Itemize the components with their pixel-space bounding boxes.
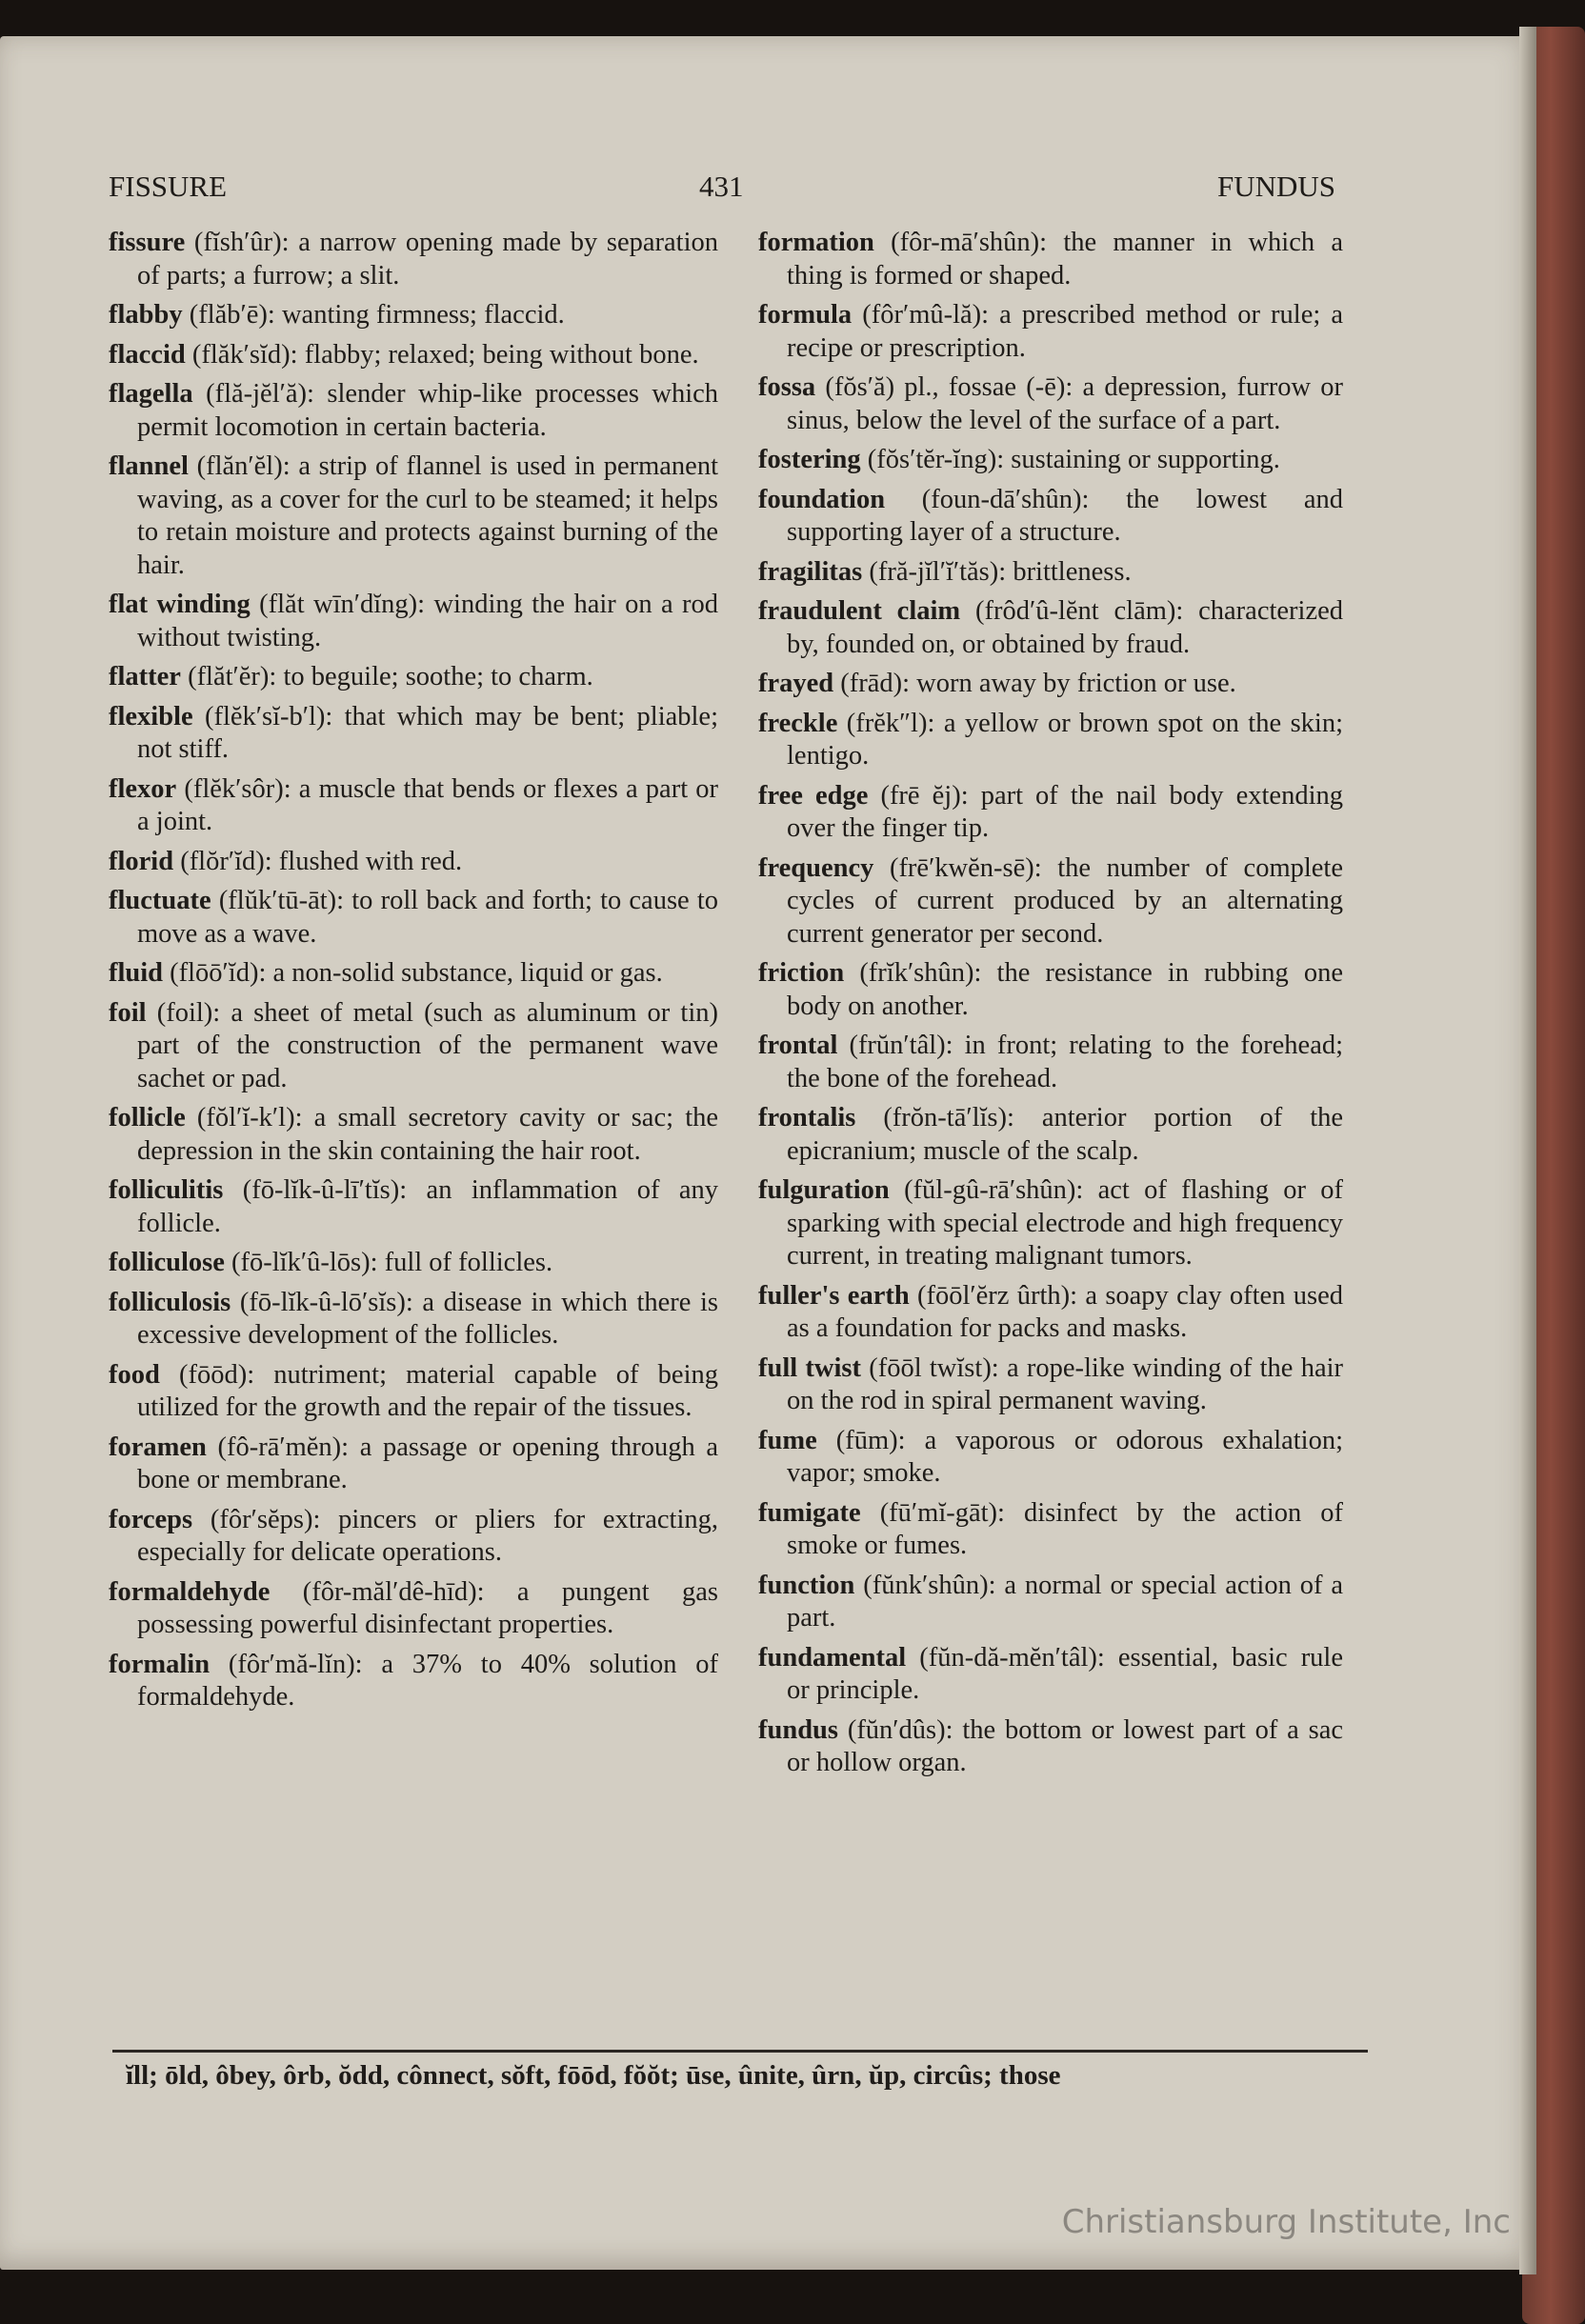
entry-pronunciation: (flăt′ĕr): <box>188 662 277 691</box>
entry-term: free edge <box>758 780 869 811</box>
glossary-entry <box>758 1280 1343 1346</box>
running-head-right: FUNDUS <box>1216 170 1335 203</box>
entry-term: flagella <box>109 379 193 409</box>
page-number: 431 <box>699 170 744 203</box>
entry-definition: a non-solid substance, liquid or gas. <box>272 958 663 988</box>
entry-pronunciation: (frŏn-tā′lĭs): <box>883 1103 1014 1132</box>
entry-term: flaccid <box>109 339 186 370</box>
entry-definition: a small secretory cavity or sac; the depression in the skin containing the hair root. <box>137 1103 719 1166</box>
entry-definition: anterior portion of the epicranium; muscle of the scalp. <box>787 1103 1344 1166</box>
entry-term: frontal <box>758 1031 838 1060</box>
entry-term: folliculose <box>109 1248 225 1277</box>
entry-term: flexor <box>109 773 177 804</box>
entry-pronunciation: (flăk′sĭd): <box>191 339 298 370</box>
footer-rule <box>112 2050 1368 2053</box>
glossary-entry <box>758 1642 1343 1708</box>
entry-pronunciation: (fŭl-gû-rā′shûn): <box>904 1175 1084 1205</box>
entry-pronunciation: (fră-jĭl′ĭ′tăs): <box>869 556 1007 587</box>
entry-pronunciation: (frād): <box>840 669 911 698</box>
glossary-entry <box>109 378 718 444</box>
glossary-entry <box>758 1174 1343 1273</box>
entry-term: fluid <box>109 958 164 988</box>
entry-term: food <box>109 1359 160 1390</box>
entry-definition: worn away by friction or use. <box>916 669 1236 698</box>
entry-term: formaldehyde <box>109 1576 271 1607</box>
entry-pronunciation: (fōōd): <box>178 1359 255 1390</box>
entry-term: fundamental <box>758 1642 907 1673</box>
glossary-entry <box>758 780 1343 846</box>
glossary-entry <box>109 701 718 767</box>
glossary-entry <box>758 595 1343 661</box>
entry-definition: that which may be bent; pliable; not stiff. <box>137 701 719 764</box>
entry-definition: sustaining or supporting. <box>1011 445 1280 474</box>
entry-definition: flabby; relaxed; being without bone. <box>304 339 699 370</box>
entry-pronunciation: (fôr′mă-lĭn): <box>228 1649 363 1679</box>
entry-pronunciation: (flŏr′ĭd): <box>180 846 272 876</box>
entry-term: freckle <box>758 708 838 738</box>
entry-term: friction <box>758 958 845 988</box>
glossary-entry <box>109 1247 718 1280</box>
entry-definition: a yellow or brown spot on the skin; lentigo. <box>787 708 1343 771</box>
entry-pronunciation: (frē ĕj): <box>880 780 969 811</box>
entry-definition: a prescribed method or rule; a recipe or prescription. <box>787 300 1343 363</box>
entry-pronunciation: (fō-lĭk-û-lī′tĭs): <box>242 1175 408 1205</box>
right-column <box>758 227 1343 1787</box>
entry-pronunciation: (fō-lĭk′û-lōs): <box>231 1248 378 1277</box>
glossary-entry <box>758 708 1343 773</box>
entry-term: frequency <box>758 852 874 883</box>
glossary-entry <box>109 299 718 332</box>
entry-term: formation <box>758 228 874 257</box>
entry-definition: essential, basic rule or principle. <box>787 1642 1344 1705</box>
entry-definition: a passage or opening through a bone or membrane. <box>137 1432 718 1494</box>
entry-definition: a rope-like winding of the hair on the rod in spiral permanent waving. <box>787 1352 1344 1415</box>
entry-term: fissure <box>109 228 186 257</box>
entry-definition: act of flashing or of sparking with special electrode and high frequency current, in treating malignant tumors. <box>787 1175 1343 1271</box>
running-head-left: FISSURE <box>109 170 228 203</box>
entry-term: formalin <box>109 1649 211 1679</box>
glossary-entry <box>758 957 1343 1023</box>
entry-definition: the lowest and supporting layer of a structure. <box>787 484 1343 547</box>
entry-definition: the resistance in rubbing one body on another. <box>787 958 1344 1021</box>
glossary-entry <box>758 1497 1343 1563</box>
running-head <box>109 170 1335 211</box>
entry-term: florid <box>109 846 174 876</box>
entry-pronunciation: (fō-lĭk-û-lō′sĭs): <box>239 1287 413 1317</box>
entry-pronunciation: (frĕk″l): <box>846 708 935 738</box>
entry-pronunciation: (foun-dā′shûn): <box>921 484 1090 514</box>
entry-definition: the bottom or lowest part of a sac or hollow organ. <box>787 1714 1344 1777</box>
entry-term: flabby <box>109 300 183 330</box>
glossary-entry <box>109 589 718 654</box>
glossary-entry <box>758 1570 1343 1635</box>
entry-pronunciation: (fôr′sĕps): <box>210 1504 321 1534</box>
glossary-entry <box>758 299 1343 365</box>
entry-definition: a normal or special action of a part. <box>787 1570 1344 1633</box>
entry-definition: a 37% to 40% solution of formaldehyde. <box>137 1649 719 1712</box>
entry-pronunciation: (frôd′û-lĕnt clām): <box>974 596 1184 626</box>
entry-definition: a pungent gas possessing powerful disinfectant properties. <box>137 1576 719 1639</box>
entry-term: foundation <box>758 484 886 514</box>
entry-term: fostering <box>758 445 861 474</box>
entry-definition: a narrow opening made by separation of parts; a furrow; a slit. <box>137 228 719 290</box>
glossary-entry <box>109 1359 718 1425</box>
entry-pronunciation: (fôr-măl′dê-hīd): <box>302 1576 485 1607</box>
entry-pronunciation: (fŏs′ă) pl., fossae (-ē): <box>825 372 1073 402</box>
entry-definition: in front; relating to the forehead; the bone of the forehead. <box>787 1031 1344 1093</box>
entry-definition: the manner in which a thing is formed or shaped. <box>787 228 1343 290</box>
entry-definition: a depression, furrow or sinus, below the level of the surface of a part. <box>787 372 1344 435</box>
entry-term: foramen <box>109 1432 207 1462</box>
entry-term: folliculitis <box>109 1175 224 1205</box>
entry-term: fluctuate <box>109 886 211 915</box>
entry-term: fume <box>758 1425 817 1455</box>
glossary-entry <box>109 1649 718 1714</box>
glossary-entry <box>758 668 1343 701</box>
entry-pronunciation: (frē′kwĕn-sē): <box>889 852 1042 883</box>
entry-term: frayed <box>758 669 834 698</box>
entry-term: fundus <box>758 1714 838 1745</box>
entry-definition: an inflammation of any follicle. <box>137 1175 719 1238</box>
entry-definition: characterized by, founded on, or obtained by fraud. <box>787 596 1343 659</box>
entry-term: fragilitas <box>758 556 863 587</box>
glossary-entry <box>109 773 718 839</box>
entry-definition: part of the nail body extending over the finger tip. <box>787 780 1343 843</box>
glossary-entry <box>109 227 718 292</box>
entry-definition: a vaporous or odorous exhalation; vapor; smoke. <box>787 1425 1344 1488</box>
entry-term: formula <box>758 300 853 330</box>
entry-term: fulguration <box>758 1175 890 1205</box>
entry-term: flat winding <box>109 590 251 619</box>
entry-pronunciation: (flĕk′sôr): <box>184 773 291 804</box>
glossary-entry <box>758 1352 1343 1418</box>
entry-pronunciation: (fū′mĭ-gāt): <box>879 1497 1005 1528</box>
entry-term: follicle <box>109 1103 186 1132</box>
glossary-entry <box>109 1504 718 1570</box>
entry-term: fuller's earth <box>758 1280 910 1311</box>
pronunciation-key: ĭll; ōld, ôbey, ôrb, ŏdd, cônnect, sŏft, fōōd, fŏŏt; ūse, ûnite, ûrn, ŭp, circûs; those <box>126 2060 1061 2091</box>
entry-pronunciation: (fĭsh′ûr): <box>193 228 290 257</box>
entry-definition: nutriment; material capable of being utilized for the growth and the repair of the tissues. <box>137 1359 718 1422</box>
glossary-entry <box>109 661 718 694</box>
entry-definition: winding the hair on a rod without twisting. <box>137 590 719 652</box>
left-column <box>109 227 718 1721</box>
glossary-entry <box>109 1287 718 1352</box>
glossary-entry <box>109 451 718 582</box>
entry-term: function <box>758 1570 855 1600</box>
entry-pronunciation: (flŭk′tū-āt): <box>218 886 345 915</box>
entry-pronunciation: (fŭn-dă-mĕn′tâl): <box>919 1642 1105 1673</box>
entry-definition: a sheet of metal (such as aluminum or tin) part of the construction of the permanent wave sachet or pad. <box>137 997 719 1093</box>
glossary-entry <box>758 1714 1343 1780</box>
watermark: Christiansburg Institute, Inc <box>1061 2203 1511 2241</box>
glossary-entry <box>758 444 1343 477</box>
entry-term: fraudulent claim <box>758 596 961 626</box>
entry-definition: a soapy clay often used as a foundation for packs and masks. <box>787 1280 1343 1343</box>
entry-pronunciation: (flă-jĕl′ă): <box>206 379 314 409</box>
entry-definition: full of follicles. <box>384 1248 553 1277</box>
page-edge-shadow <box>1519 27 1536 2274</box>
entry-pronunciation: (flĕk′sĭ-b′l): <box>204 701 333 731</box>
glossary-entry <box>758 371 1343 437</box>
entry-term: frontalis <box>758 1103 856 1132</box>
entry-definition: a muscle that bends or flexes a part or a joint. <box>137 773 718 836</box>
glossary-entry <box>758 1102 1343 1168</box>
glossary-entry <box>109 1432 718 1497</box>
entry-pronunciation: (frŭn′tâl): <box>849 1031 953 1060</box>
entry-definition: disinfect by the action of smoke or fumes. <box>787 1497 1344 1560</box>
entry-definition: to roll back and forth; to cause to move as a wave. <box>137 886 719 949</box>
entry-definition: pincers or pliers for extracting, especially for delicate operations. <box>137 1504 718 1567</box>
glossary-entry <box>109 1576 718 1642</box>
entry-term: foil <box>109 997 147 1028</box>
entry-term: folliculosis <box>109 1287 231 1317</box>
glossary-entry <box>109 339 718 372</box>
entry-definition: a disease in which there is excessive development of the follicles. <box>137 1287 718 1350</box>
entry-pronunciation: (flăb′ē): <box>189 300 275 330</box>
entry-definition: brittleness. <box>1013 556 1132 587</box>
glossary-entry <box>758 227 1343 292</box>
entry-pronunciation: (fŏs′tĕr-ĭng): <box>867 445 1005 474</box>
entry-definition: slender whip-like processes which permit locomotion in certain bacteria. <box>137 379 719 442</box>
entry-pronunciation: (fōōl′ĕrz ûrth): <box>917 1280 1078 1311</box>
glossary-entry <box>109 957 718 991</box>
entry-pronunciation: (flōō′ĭd): <box>170 958 267 988</box>
entry-pronunciation: (fŏl′ĭ-k′l): <box>196 1103 303 1132</box>
glossary-entry <box>109 997 718 1096</box>
entry-term: flannel <box>109 451 189 481</box>
entry-definition: the number of complete cycles of current produced by an alternating current generator per second. <box>787 852 1343 949</box>
entry-definition: to beguile; soothe; to charm. <box>283 662 593 691</box>
entry-definition: wanting firmness; flaccid. <box>281 300 565 330</box>
glossary-entry <box>109 846 718 879</box>
entry-pronunciation: (foil): <box>156 997 221 1028</box>
glossary-entry <box>758 484 1343 550</box>
entry-pronunciation: (fŭn′dûs): <box>847 1714 953 1745</box>
entry-term: fumigate <box>758 1497 861 1528</box>
entry-term: fossa <box>758 372 816 402</box>
entry-pronunciation: (flăt wīn′dĭng): <box>259 590 426 619</box>
entry-term: forceps <box>109 1504 193 1534</box>
glossary-entry <box>758 556 1343 590</box>
entry-term: flexible <box>109 701 193 731</box>
entry-pronunciation: (fô-rā′mĕn): <box>217 1432 350 1462</box>
glossary-entry <box>758 1425 1343 1491</box>
glossary-entry <box>109 1102 718 1168</box>
entry-pronunciation: (fôr-mā′shûn): <box>891 228 1048 257</box>
entry-definition: flushed with red. <box>278 846 463 876</box>
entry-pronunciation: (fŭnk′shûn): <box>863 1570 996 1600</box>
glossary-entry <box>758 1030 1343 1095</box>
entry-pronunciation: (fūm): <box>835 1425 906 1455</box>
entry-pronunciation: (frĭk′shûn): <box>859 958 982 988</box>
entry-pronunciation: (fôr′mû-lă): <box>862 300 990 330</box>
glossary-entry <box>109 1174 718 1240</box>
entry-term: flatter <box>109 662 181 691</box>
entry-definition: a strip of flannel is used in permanent waving, as a cover for the curl to be steamed; it helps to retain moisture and protects against burning of the hair. <box>137 451 718 580</box>
entry-pronunciation: (fōōl twĭst): <box>869 1352 999 1383</box>
entry-pronunciation: (flăn′ĕl): <box>196 451 291 481</box>
glossary-entry <box>109 885 718 951</box>
entry-term: full twist <box>758 1352 861 1383</box>
glossary-entry <box>758 852 1343 952</box>
